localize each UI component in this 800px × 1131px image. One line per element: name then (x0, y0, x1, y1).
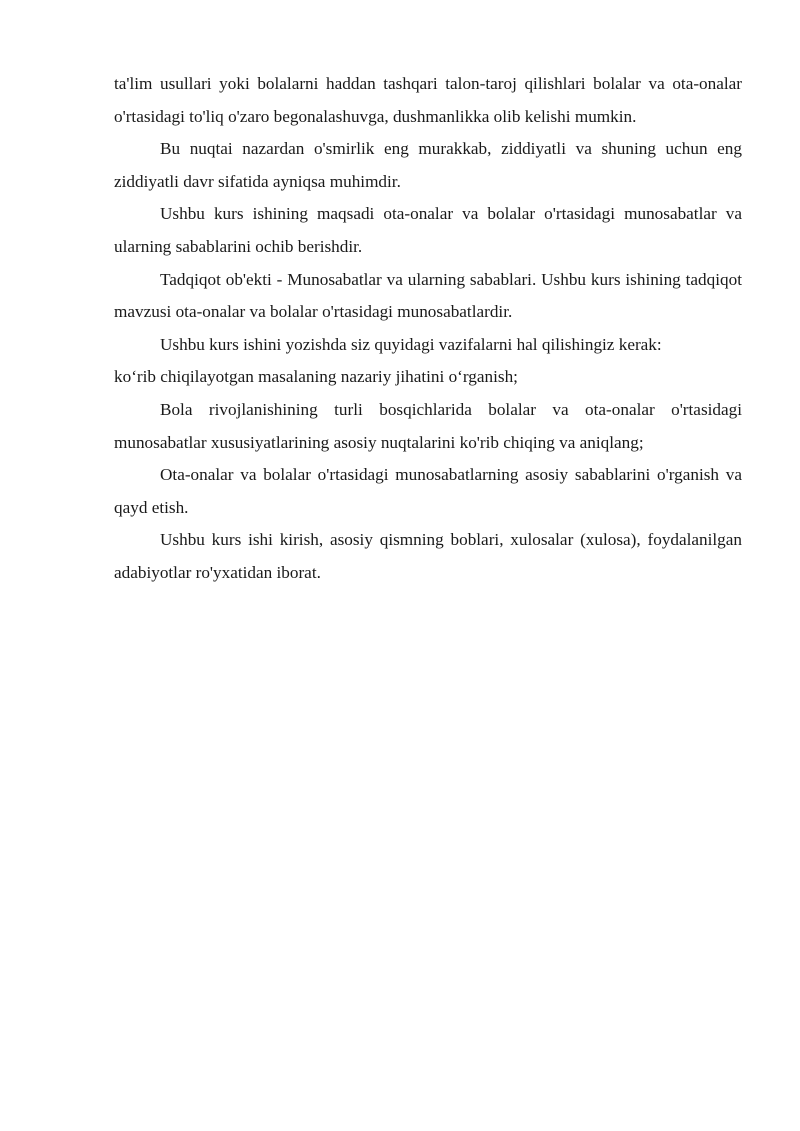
paragraph-continuation: ta'lim usullari yoki bolalarni haddan tashqari talon-taroj qilishlari bolalar va ota-onalar o'rtasidagi to'liq o'zaro begonalashuvga, dushmanlikka olib kelishi mumkin. (114, 74, 742, 126)
paragraph-task-1: ko‘rib chiqilayotgan masalaning nazariy jihatini o‘rganish; (114, 367, 518, 387)
paragraph-task-3: Ota-onalar va bolalar o'rtasidagi munosabatlarning asosiy sabablarini o'rganish va qayd etish. (114, 465, 742, 517)
paragraph-structure: Ushbu kurs ishi kirish, asosiy qismning boblari, xulosalar (xulosa), foydalanilgan adabiyotlar ro'yxatidan iborat. (114, 530, 742, 582)
paragraph-adolescence: Bu nuqtai nazardan o'smirlik eng murakkab, ziddiyatli va shuning uchun eng ziddiyatli davr sifatida ayniqsa muhimdir. (114, 139, 742, 191)
paragraph-research-object: Tadqiqot ob'ekti - Munosabatlar va ularning sabablari. Ushbu kurs ishining tadqiqot mavzusi ota-onalar va bolalar o'rtasidagi munosabatlardir. (114, 269, 742, 322)
paragraph-goal: Ushbu kurs ishining maqsadi ota-onalar va bolalar o'rtasidagi munosabatlar va ularning sabablarini ochib berishdir. (114, 204, 742, 256)
paragraph-task-2: Bola rivojlanishining turli bosqichlarida bolalar va ota-onalar o'rtasidagi munosabatlar xususiyatlarining asosiy nuqtalarini ko'rib chiqing va aniqlang; (114, 399, 742, 452)
paragraph-tasks-intro: Ushbu kurs ishini yozishda siz quyidagi vazifalarni hal qilishingiz kerak: (160, 334, 662, 354)
document-body (114, 68, 742, 590)
